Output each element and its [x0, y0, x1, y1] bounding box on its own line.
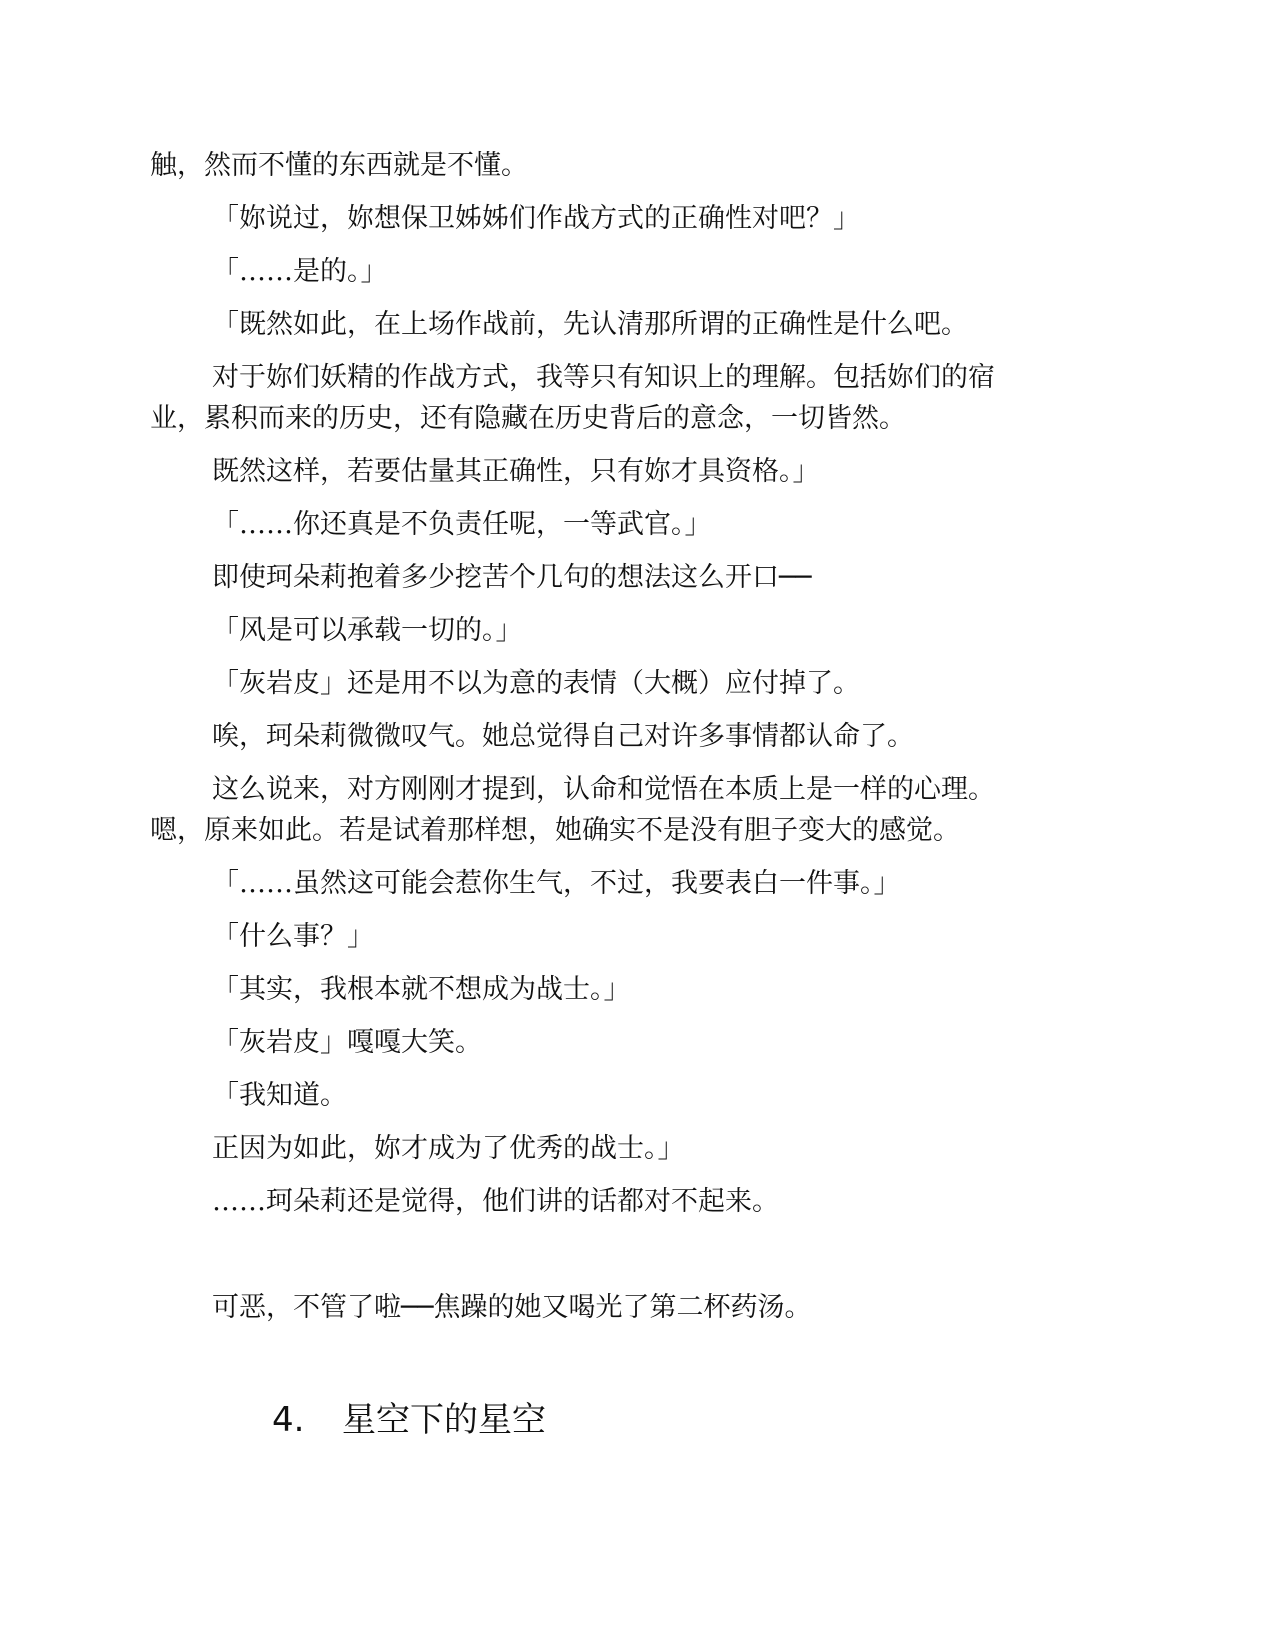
text-line: 可恶，不管了啦──焦躁的她又喝光了第二杯药汤。 [212, 1292, 812, 1323]
section-title: 星空下的星空 [342, 1400, 546, 1440]
text-line: 即使珂朵莉抱着多少挖苦个几句的想法这么开口── [212, 562, 812, 593]
text-line: 这么说来，对方刚刚才提到，认命和觉悟在本质上是一样的心理。 [212, 774, 995, 805]
text-line: 「……虽然这可能会惹你生气，不过，我要表白一件事。」 [212, 868, 901, 899]
section-heading [272, 1398, 546, 1442]
text-line: 「妳说过，妳想保卫姊姊们作战方式的正确性对吧？」 [212, 203, 860, 234]
text-line: 「什么事？」 [212, 921, 374, 952]
document-body [150, 145, 1130, 1340]
text-line: 嗯，原来如此。若是试着那样想，她确实不是没有胆子变大的感觉。 [150, 815, 960, 846]
paragraph [150, 1181, 1130, 1222]
text-line: 「其实，我根本就不想成为战士。」 [212, 974, 631, 1005]
blank-line [150, 1234, 1130, 1287]
text-line: 业，累积而来的历史，还有隐藏在历史背后的意念，一切皆然。 [150, 403, 906, 434]
text-line: 「灰岩皮」嘎嘎大笑。 [212, 1027, 482, 1058]
paragraph [150, 663, 1130, 704]
paragraph [150, 969, 1130, 1010]
section-number: 4. [272, 1400, 305, 1440]
text-line: 既然这样，若要估量其正确性，只有妳才具资格。」 [212, 456, 820, 487]
paragraph [150, 304, 1130, 345]
paragraph [150, 198, 1130, 239]
paragraph [150, 1022, 1130, 1063]
paragraph [150, 1287, 1130, 1328]
text-line: 触，然而不懂的东西就是不懂。 [150, 150, 528, 181]
paragraph [150, 557, 1130, 598]
text-line: ……珂朵莉还是觉得，他们讲的话都对不起来。 [212, 1186, 779, 1217]
text-line: 「风是可以承载一切的。」 [212, 615, 523, 646]
paragraph [150, 1075, 1130, 1116]
paragraph [150, 769, 1130, 851]
paragraph [150, 916, 1130, 957]
text-line: 唉，珂朵莉微微叹气。她总觉得自己对许多事情都认命了。 [212, 721, 914, 752]
text-line: 正因为如此，妳才成为了优秀的战士。」 [212, 1133, 685, 1164]
paragraph [150, 610, 1130, 651]
text-line: 对于妳们妖精的作战方式，我等只有知识上的理解。包括妳们的宿 [212, 362, 995, 393]
paragraph [150, 504, 1130, 545]
paragraph [150, 863, 1130, 904]
paragraph [150, 1128, 1130, 1169]
text-line: 「我知道。 [212, 1080, 347, 1111]
paragraph [150, 145, 1130, 186]
paragraph [150, 451, 1130, 492]
paragraph [150, 251, 1130, 292]
text-line: 「……是的。」 [212, 256, 388, 287]
text-line: 「既然如此，在上场作战前，先认清那所谓的正确性是什么吧。 [212, 309, 968, 340]
text-line: 「……你还真是不负责任呢，一等武官。」 [212, 509, 712, 540]
text-line: 「灰岩皮」还是用不以为意的表情（大概）应付掉了。 [212, 668, 860, 699]
paragraph [150, 716, 1130, 757]
paragraph [150, 357, 1130, 439]
